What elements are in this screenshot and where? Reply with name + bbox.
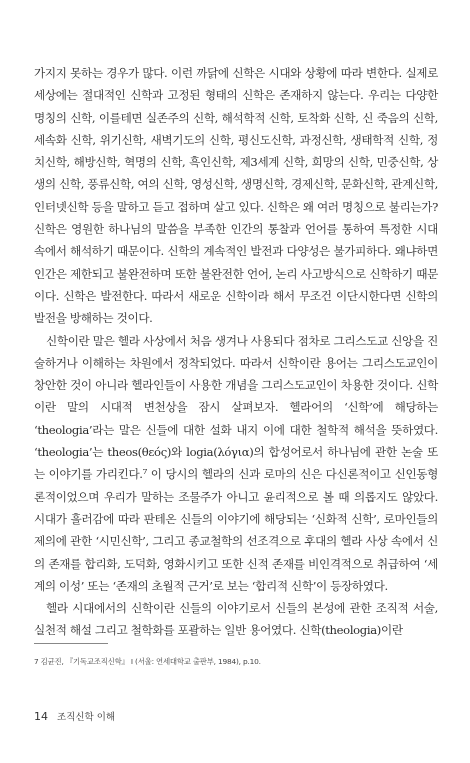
running-title: 조직신학 이해	[57, 712, 116, 723]
footnote-7: 7 김균진, 『기독교조직신학』 I (서울: 연세대학교 출판부, 1984), p.10.	[34, 657, 261, 666]
page-footer	[34, 709, 115, 723]
body-text	[34, 62, 438, 642]
paragraph-continuation: 가지지 못하는 경우가 많다. 이런 까닭에 신학은 시대와 상황에 따라 변한다. 실제로 세상에는 절대적인 신학과 고정된 형태의 신학은 존재하지 않는다. 우리는 다양한 명칭의 신학, 이를테면 실존주의 신학, 해석학적 신학, 토착화 신학, 신 죽음의 신학, 세속화 신학, 위기신학, 새벽기도의 신학, 평신도신학, 과정신학, 생태학적 신학, 정치신학, 해방신학, 혁명의 신학, 흑인신학, 제3세계 신학, 희망의 신학, 민중신학, 상생의 신학, 풍류신학, 여의 신학, 영성신학, 생명신학, 경제신학, 문화신학, 관계신학, 인터넷신학 등을 말하고 듣고 접하며 살고 있다. 신학은 왜 여러 명칭으로 불리는가? 신학은 영원한 하나님의 말씀을 부족한 인간의 통찰과 언어를 통하여 특정한 시대 속에서 해석하기 때문이다. 신학의 계속적인 발전과 다양성은 불가피하다. 왜냐하면 인간은 제한되고 불완전하며 또한 불완전한 언어, 논리 사고방식으로 신학하기 때문이다. 신학은 발전한다. 따라서 새로운 신학이라 해서 무조건 이단시한다면 신학의 발전을 방해하는 것이다.	[34, 66, 438, 326]
paragraph-hellenistic-theology: 헬라 시대에서의 신학이란 신들의 이야기로서 신들의 본성에 관한 조직적 서술, 실천적 해설 그리고 철학화를 포괄하는 일반 용어였다. 신학(theologia)이란	[34, 601, 438, 638]
paragraph-theologia-origin: 신학이란 말은 헬라 사상에서 처음 생겨나 사용되다 점차로 그리스도교 신앙을 진술하거나 이해하는 차원에서 정착되었다. 따라서 신학이란 용어는 그리스도교인이 창안한 것이 아니라 헬라인들이 사용한 개념을 그리스도교인이 차용한 것이다. 신학이란 말의 시대적 변천상을 잠시 살펴보자. 헬라어의 ‘신학’에 해당하는 ‘theologia’라는 말은 신들에 대한 설화 내지 이에 대한 철학적 해석을 뜻하였다. ‘theologia’는 theos(θεός)와 logia(λόγια)의 합성어로서 하나님에 관한 논술 또는 이야기를 가리킨다.⁷ 이 당시의 헬라의 신과 로마의 신은 다신론적이고 신인동형론적이었으며 우리가 말하는 조물주가 아니고 윤리적으로 볼 때 의롭지도 않았다. 시대가 흘러감에 따라 판테온 신들의 이야기에 해당되는 ‘신화적 신학’, 로마인들의 제의에 관한 ‘시민신학’, 그리고 종교철학의 선조격으로 후대의 헬라 사상 속에서 신의 존재를 합리화, 도덕화, 영화시키고 또한 신적 존재를 비인격적으로 취급하여 ‘세계의 이성’ 또는 ‘존재의 초월적 근거’로 보는 ‘합리적 신학’이 등장하였다.	[34, 333, 438, 593]
page-number: 14	[34, 710, 48, 723]
footnote-rule	[34, 643, 108, 644]
